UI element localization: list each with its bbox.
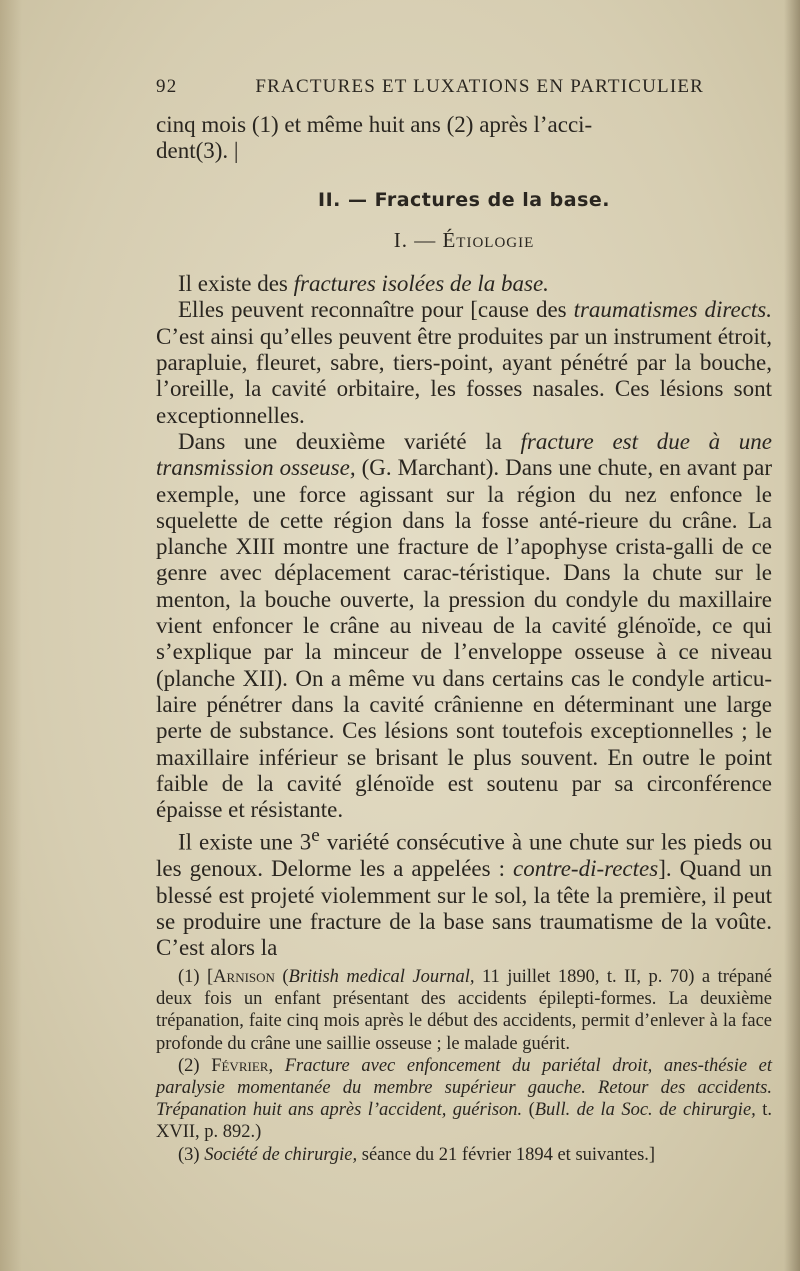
p4-text-1: Il existe une 3 — [178, 830, 312, 856]
fn1-text-2: 11 juillet 1890, t. II, p. 70) a trépané deux fois un enfant présentant des accidents épilepti-formes. La deuxième trépanation, faite cinq mois après le début des accidents, permit d’enlever à la face profonde du crâne une saillie osseuse ; le malade guérit. — [156, 967, 772, 1054]
fn2-text-3: t. XVII, p. 892.) — [156, 1100, 772, 1143]
fn2-italic-2: Bull. de la Soc. de chirurgie, — [534, 1100, 756, 1121]
fn2-mark: (2) — [178, 1055, 212, 1076]
p3-text-1: Dans une deuxième variété la — [178, 428, 521, 454]
fn1-text-1: ( — [274, 967, 289, 987]
fn2-italic-1: Fracture avec enfoncement du pariétal droit, anes-thésie et paralysie momentanée du membre supérieur gauche. Retour des accidents. Trépanation huit ans après l’accident, guérison. — [156, 1055, 773, 1121]
intro-line-2: dent(3). — [156, 138, 229, 164]
footnotes — [156, 966, 772, 1166]
p2-text-2: C’est ainsi qu’elles peuvent être produites par un instrument étroit, parapluie, fleuret, sabre, tiers-point, ayant pénétré par la bouche, l’oreille, la cavité orbitaire, les fosses nasales. Ces lésions sont exceptionnelles. — [156, 323, 772, 428]
fn1-author: Arnison — [213, 967, 275, 987]
paragraph-3 — [156, 429, 772, 823]
running-header — [156, 76, 768, 98]
intro-line-1: cinq mois (1) et même huit ans (2) après l’acci- — [156, 112, 593, 137]
fn3-mark: (3) — [178, 1144, 205, 1165]
intro-bracket: | — [233, 138, 239, 164]
subtitle-word: Étiologie — [442, 227, 535, 252]
p3-text-2: (G. Marchant). Dans une chute, en avant par exemple, une force agissant sur la région du nez enfonce le squelette de cette région dans la fosse anté-rieure du crâne. La planche XIII montre une fracture de l’apophyse crista-galli de ce genre avec déplacement carac-téristique. Dans la chute sur le menton, la bouche ouverte, la pression du condyle du maxillaire vient enfoncer le crâne au niveau de la cavité glénoïde, ce qui s’explique par la minceur de l’enveloppe osseuse à ce niveau (planche XII). On a même vu dans certains cas le condyle articu-laire pénétrer dans la cavité crânienne en déterminant une large perte de substance. Ces lésions sont toutefois exceptionnelles ; le maxillaire inférieur se brisant le plus souvent. En outre le point faible de la cavité glénoïde est soutenu par sa circonférence épaisse et résistante. — [156, 455, 772, 823]
footnote-1 — [156, 966, 772, 1055]
fn2-author: Février — [211, 1055, 269, 1076]
p4-superscript: e — [311, 825, 320, 847]
paragraph-4 — [156, 823, 772, 961]
fn2-text-1: , — [268, 1055, 285, 1076]
p1-italic: fractures isolées de la base. — [293, 271, 549, 297]
page-edge-right — [784, 0, 800, 1271]
p2-italic: traumatismes directs. — [573, 297, 772, 323]
p2-text-1: Elles peuvent reconnaître pour [cause des — [178, 297, 574, 323]
intro-paragraph — [156, 112, 772, 165]
subtitle-number: I. — — [393, 227, 443, 252]
fn2-text-2: ( — [522, 1100, 535, 1121]
paragraph-2 — [156, 297, 772, 428]
footnote-2 — [156, 1055, 772, 1144]
fn3-text: séance du 21 février 1894 et suivantes.] — [357, 1144, 656, 1165]
section-title: II. — Fractures de la base. — [318, 188, 610, 211]
p1-text: Il existe des — [178, 271, 294, 297]
footnote-3 — [156, 1144, 772, 1166]
main-text — [156, 112, 772, 962]
page-edge-left — [0, 0, 22, 1271]
section-subtitle — [156, 227, 772, 253]
p3-italic: fracture est due à une transmission osseuse, — [156, 428, 772, 481]
paragraph-1 — [156, 271, 772, 297]
fn3-italic: Société de chirurgie, — [204, 1144, 358, 1165]
page-number: 92 — [156, 76, 178, 97]
fn1-italic: British medical Journal, — [288, 967, 475, 987]
p4-italic: contre-di-rectes — [513, 856, 659, 882]
running-title: FRACTURES ET LUXATIONS EN PARTICULIER — [255, 76, 705, 97]
p4-text-2: variété consécutive à une chute sur les pieds ou les genoux. Delorme les a appelées : — [156, 830, 773, 882]
fn1-mark: (1) [ — [178, 967, 214, 987]
p4-text-3: ]. Quand un blessé est projeté violemment sur le sol, la tête la première, il peut se produire une fracture de la base sans traumatisme de la voûte. C’est alors la — [156, 856, 772, 961]
